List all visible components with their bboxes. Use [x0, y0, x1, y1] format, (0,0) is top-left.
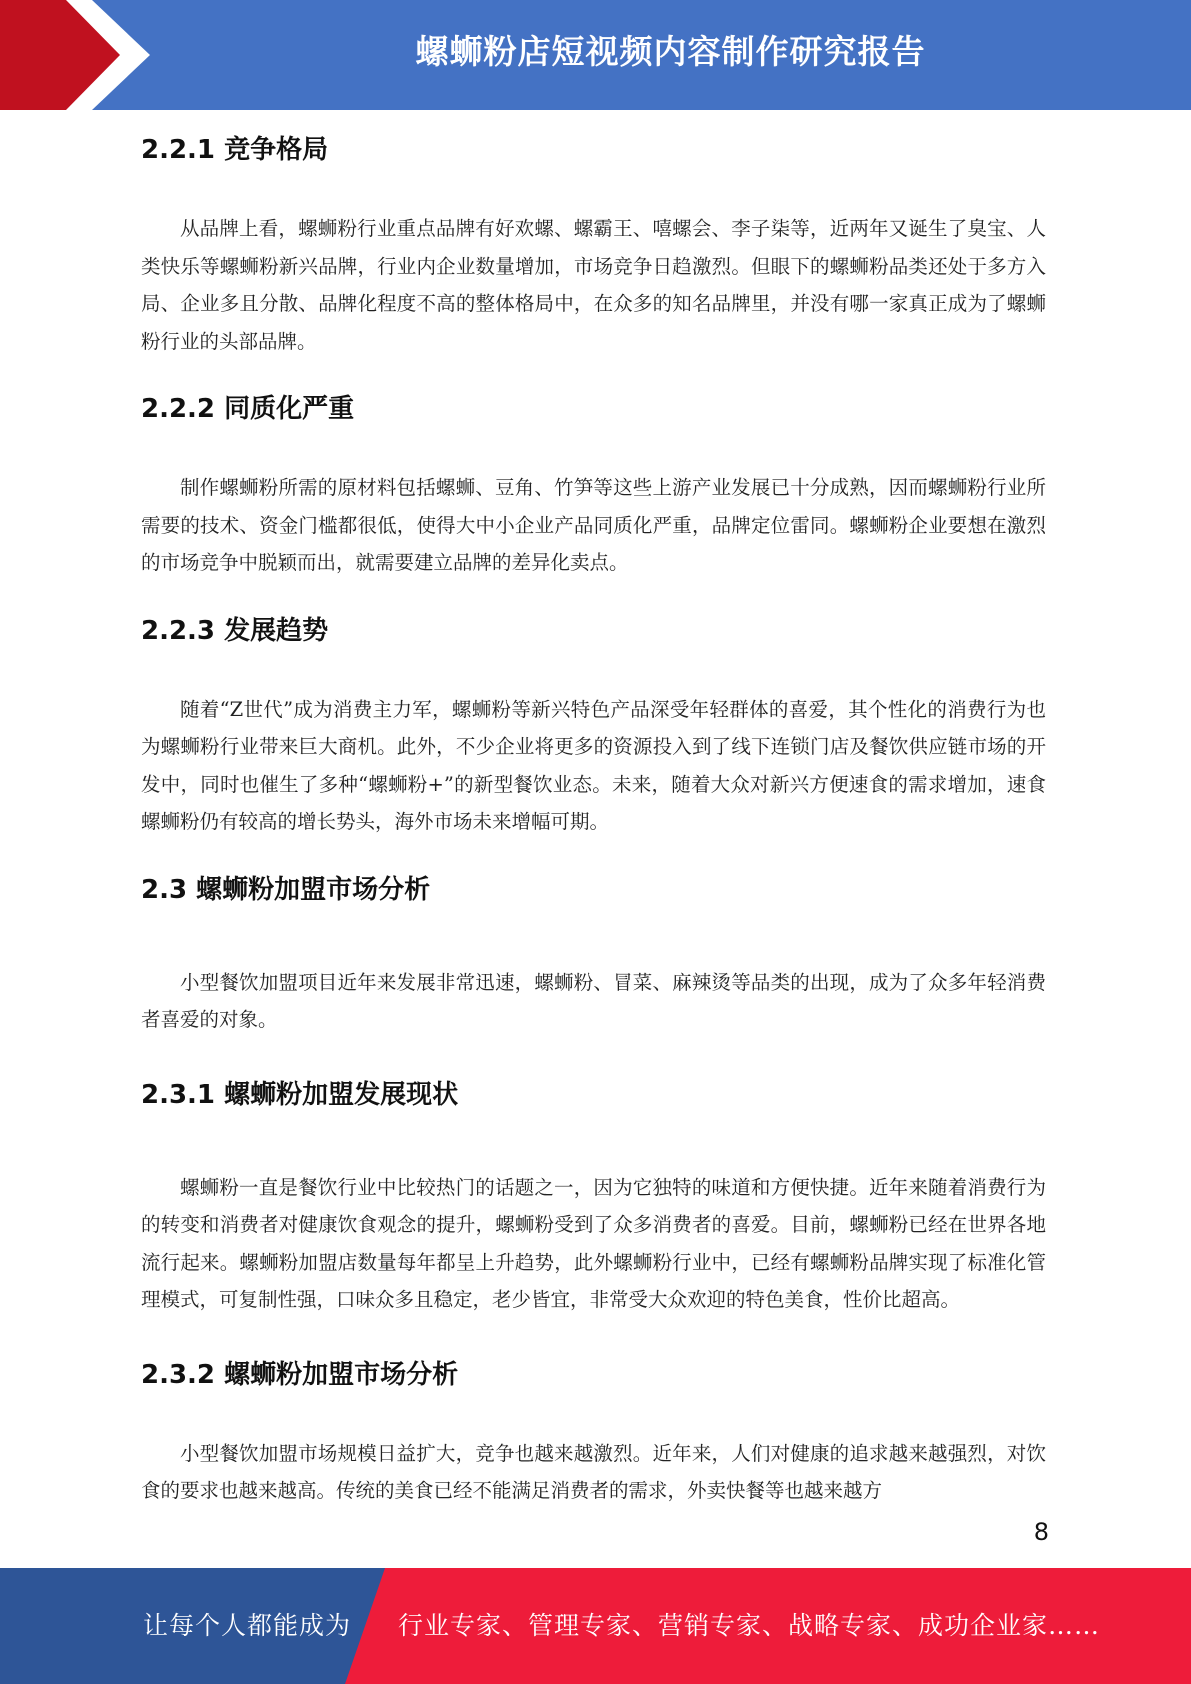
- section-heading: 2.2.3 发展趋势: [141, 615, 329, 646]
- section-paragraph: 制作螺蛳粉所需的原材料包括螺蛳、豆角、竹笋等这些上游产业发展已十分成熟，因而螺蛳粉行业所需要的技术、资金门槛都很低，使得大中小企业产品同质化严重，品牌定位雷同。螺蛳粉企业要想在激烈的市场竞争中脱颖而出，就需要建立品牌的差异化卖点。: [141, 476, 1046, 574]
- section-paragraph: 随着“Z世代”成为消费主力军，螺蛳粉等新兴特色产品深受年轻群体的喜爱，其个性化的消费行为也为螺蛳粉行业带来巨大商机。此外，不少企业将更多的资源投入到了线下连锁门店及餐饮供应链市场的开发中，同时也催生了多种“螺蛳粉+”的新型餐饮业态。未来，随着大众对新兴方便速食的需求增加，速食螺蛳粉仍有较高的增长势头，海外市场未来增幅可期。: [141, 697, 1046, 833]
- section-paragraph: 螺蛳粉一直是餐饮行业中比较热门的话题之一，因为它独特的味道和方便快捷。近年来随着消费行为的转变和消费者对健康饮食观念的提升，螺蛳粉受到了众多消费者的喜爱。目前，螺蛳粉已经在世界各地流行起来。螺蛳粉加盟店数量每年都呈上升趋势，此外螺蛳粉行业中，已经有螺蛳粉品牌实现了标准化管理模式，可复制性强，口味众多且稳定，老少皆宜，非常受大众欢迎的特色美食，性价比超高。: [141, 1175, 1046, 1311]
- document-title: 螺蛳粉店短视频内容制作研究报告: [415, 32, 926, 71]
- section-heading: 2.3.1 螺蛳粉加盟发展现状: [141, 1079, 459, 1110]
- section-heading: 2.3.2 螺蛳粉加盟市场分析: [141, 1359, 459, 1390]
- section-paragraph: 小型餐饮加盟市场规模日益扩大，竞争也越来越激烈。近年来，人们对健康的追求越来越强烈，对饮食的要求也越来越高。传统的美食已经不能满足消费者的需求，外卖快餐等也越来越方: [141, 1441, 1046, 1502]
- section-paragraph: 小型餐饮加盟项目近年来发展非常迅速，螺蛳粉、冒菜、麻辣烫等品类的出现，成为了众多年轻消费者喜爱的对象。: [141, 970, 1046, 1031]
- page-header: [0, 0, 1191, 110]
- document-body: [141, 128, 1046, 1510]
- page-footer: [0, 1568, 1191, 1684]
- section-heading: 2.2.1 竞争格局: [141, 135, 329, 165]
- section-paragraph: 从品牌上看，螺蛳粉行业重点品牌有好欢螺、螺霸王、嘻螺会、李子柒等，近两年又诞生了臭宝、人类快乐等螺蛳粉新兴品牌，行业内企业数量增加，市场竞争日趋激烈。但眼下的螺蛳粉品类还处于多方入局、企业多且分散、品牌化程度不高的整体格局中，在众多的知名品牌里，并没有哪一家真正成为了螺蛳粉行业的头部品牌。: [141, 217, 1046, 353]
- section-heading: 2.2.2 同质化严重: [141, 394, 355, 424]
- section-heading: 2.3 螺蛳粉加盟市场分析: [141, 874, 431, 905]
- header-arrow-decoration: [0, 0, 155, 110]
- page-number: 8: [1033, 1518, 1049, 1546]
- footer-slogan-left: 让每个人都能成为: [143, 1611, 352, 1640]
- footer-slogan-right: 行业专家、管理专家、营销专家、战略专家、成功企业家……: [398, 1611, 1101, 1640]
